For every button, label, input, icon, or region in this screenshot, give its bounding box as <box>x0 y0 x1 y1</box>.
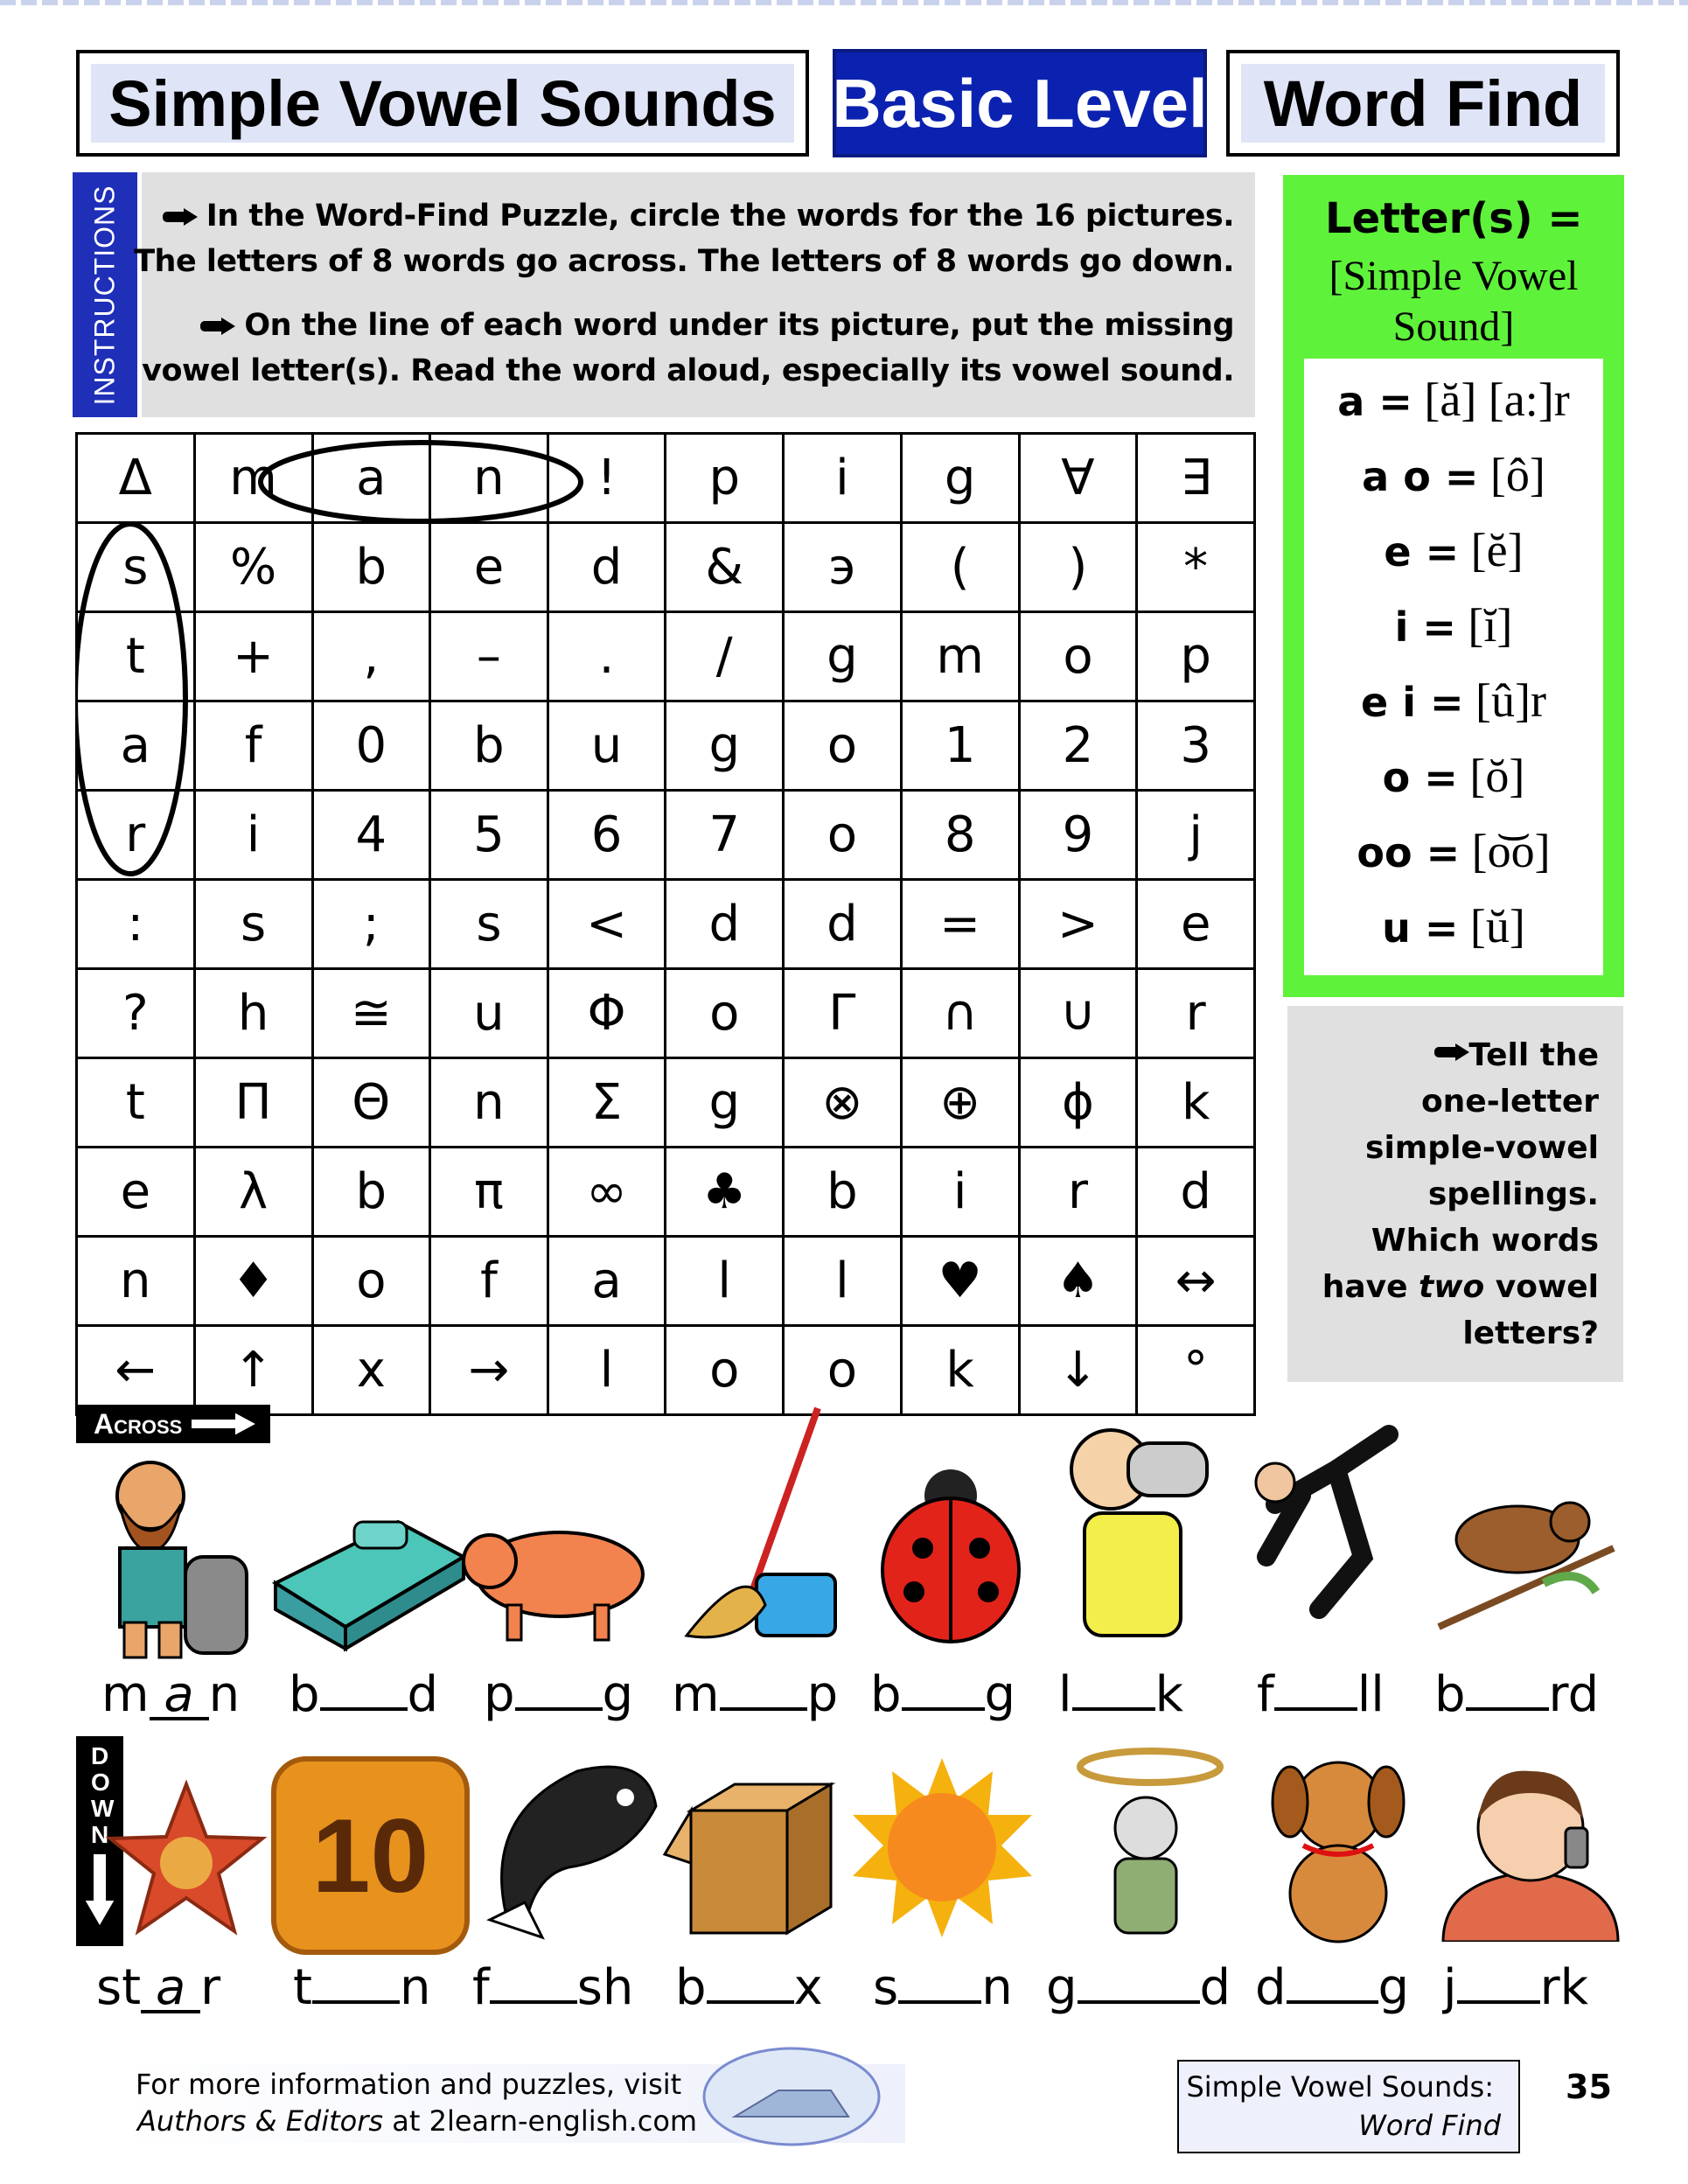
grid-cell[interactable]: j <box>1137 791 1255 880</box>
grid-cell[interactable]: : <box>77 880 195 969</box>
footer-page-label: Simple Vowel Sounds: Word Find <box>1177 2060 1520 2153</box>
page-title: Simple Vowel Sounds <box>108 66 777 140</box>
key-row <box>1304 673 1603 728</box>
key-row <box>1304 448 1603 502</box>
vowel-key-panel <box>1283 175 1624 997</box>
down-label: DOWN <box>76 1736 123 1946</box>
grid-cell[interactable]: ← <box>77 1326 195 1415</box>
instruction-4: vowel letter(s). Read the word aloud, especially its vowel sound. <box>142 353 1234 388</box>
grid-cell[interactable]: ♥ <box>901 1237 1019 1326</box>
grid-cell[interactable]: a <box>548 1237 666 1326</box>
question-line: simple-vowel <box>1365 1130 1599 1166</box>
key-sound: [ă] [a:]r <box>1412 373 1570 426</box>
dog-picture <box>1251 1741 1426 1950</box>
grid-cell[interactable]: e <box>77 1148 195 1237</box>
key-row <box>1304 824 1603 878</box>
grid-cell[interactable]: λ <box>194 1148 312 1237</box>
grid-cell[interactable]: r <box>1019 1148 1137 1237</box>
down-word: g d <box>1046 1959 1231 2016</box>
god-halo-picture <box>1045 1741 1238 1942</box>
grid-cell[interactable]: p <box>666 434 784 523</box>
grid-cell[interactable]: n <box>430 1058 548 1148</box>
instruction-2: The letters of 8 words go across. The letters of 8 words go down. <box>134 244 1234 279</box>
question-panel <box>1287 1006 1623 1382</box>
key-title: Letter(s) = <box>1325 194 1583 243</box>
grid-cell[interactable]: u <box>548 701 666 791</box>
across-word: f ll <box>1257 1666 1385 1723</box>
across-word: m a n <box>101 1666 241 1723</box>
question-line: have two vowel <box>1322 1269 1599 1305</box>
logo-seal <box>700 2038 883 2156</box>
vowel-blank[interactable] <box>1457 2000 1540 2004</box>
grid-cell[interactable]: d <box>666 880 784 969</box>
grid-cell[interactable]: – <box>430 612 548 701</box>
grid-cell[interactable]: = <box>901 880 1019 969</box>
down-word: f sh <box>472 1959 634 2016</box>
sun-picture <box>848 1754 1036 1942</box>
key-row <box>1304 749 1603 803</box>
grid-cell[interactable]: i <box>901 1148 1019 1237</box>
grid-cell[interactable]: 2 <box>1019 701 1137 791</box>
grid-cell[interactable]: Π <box>194 1058 312 1148</box>
grid-cell[interactable]: m <box>194 434 312 523</box>
grid-cell[interactable]: s <box>430 880 548 969</box>
grid-cell[interactable]: Δ <box>77 434 195 523</box>
vowel-blank[interactable] <box>707 2000 794 2004</box>
grid-cell[interactable]: , <box>312 612 430 701</box>
pig-picture <box>455 1513 665 1644</box>
grid-cell[interactable]: 6 <box>548 791 666 880</box>
grid-cell[interactable]: l <box>666 1237 784 1326</box>
grid-cell[interactable]: i <box>784 434 902 523</box>
grid-cell[interactable]: Γ <box>784 969 902 1058</box>
key-letters: e i = <box>1361 679 1464 726</box>
grid-cell[interactable]: % <box>194 523 312 612</box>
instructions-panel <box>134 172 1255 417</box>
grid-cell[interactable]: ♣ <box>666 1148 784 1237</box>
key-row <box>1304 899 1603 953</box>
grid-cell[interactable]: o <box>666 1326 784 1415</box>
circle-down-star <box>75 524 185 874</box>
across-word: b g <box>870 1666 1016 1723</box>
grid-cell[interactable]: o <box>784 1326 902 1415</box>
grid-cell[interactable]: s <box>77 523 195 612</box>
grid-cell[interactable]: ♦ <box>194 1237 312 1326</box>
grid-cell[interactable]: ∪ <box>1019 969 1137 1058</box>
circle-across-man <box>261 443 581 521</box>
grid-cell[interactable]: b <box>430 701 548 791</box>
page-number: 35 <box>1566 2068 1612 2106</box>
key-sound: [ĭ] <box>1455 599 1513 652</box>
grid-cell[interactable]: 0 <box>312 701 430 791</box>
down-word: st a r <box>96 1959 221 2016</box>
grid-cell[interactable]: e <box>430 523 548 612</box>
box-picture <box>656 1749 848 1942</box>
key-sound: [ŭ] <box>1458 900 1525 952</box>
grid-cell[interactable]: b <box>784 1148 902 1237</box>
across-word: p g <box>484 1666 634 1723</box>
activity-box <box>1226 50 1620 157</box>
level-label: Basic Level <box>832 64 1208 142</box>
question-line: letters? <box>1462 1315 1599 1351</box>
fall-man-picture <box>1231 1417 1406 1627</box>
grid-cell[interactable]: t <box>77 1058 195 1148</box>
top-border <box>0 0 1688 5</box>
grid-cell[interactable]: d <box>1137 1148 1255 1237</box>
key-sound: [o͝o] <box>1460 825 1551 877</box>
across-word: l k <box>1058 1666 1183 1723</box>
grid-cell[interactable]: g <box>666 1058 784 1148</box>
grid-cell[interactable]: Φ <box>548 969 666 1058</box>
grid-cell[interactable]: o <box>312 1237 430 1326</box>
caveman-picture <box>80 1443 255 1662</box>
key-letters: o = <box>1382 754 1458 801</box>
key-letters: oo = <box>1357 829 1461 876</box>
down-word: j rk <box>1443 1959 1589 2016</box>
key-sound: [û]r <box>1463 674 1546 727</box>
grid-cell[interactable]: 4 <box>312 791 430 880</box>
grid-cell[interactable]: ∩ <box>901 969 1019 1058</box>
ladybug-picture <box>861 1443 1041 1644</box>
grid-cell[interactable]: ) <box>1019 523 1137 612</box>
grid-cell[interactable]: → <box>430 1326 548 1415</box>
grid-cell[interactable]: g <box>784 612 902 701</box>
grid-cell[interactable]: ↔ <box>1137 1237 1255 1326</box>
grid-cell[interactable]: a <box>312 434 430 523</box>
grid-cell[interactable]: k <box>1137 1058 1255 1148</box>
puzzle-circles <box>75 432 1256 1387</box>
grid-cell[interactable]: * <box>1137 523 1255 612</box>
down-word: t n <box>293 1959 431 2016</box>
vowel-blank[interactable] <box>1274 1707 1357 1711</box>
grid-cell[interactable]: . <box>548 612 666 701</box>
pointer-arrow-icon <box>163 208 198 226</box>
across-word: b rd <box>1434 1666 1600 1723</box>
grid-cell[interactable]: < <box>548 880 666 969</box>
grid-cell[interactable]: t <box>77 612 195 701</box>
grid-cell[interactable]: k <box>901 1326 1019 1415</box>
key-letters: e = <box>1384 528 1460 576</box>
grid-cell[interactable]: b <box>312 523 430 612</box>
down-word: d g <box>1255 1959 1410 2016</box>
key-subtitle-2: Sound] <box>1392 304 1515 350</box>
down-word: s n <box>873 1959 1013 2016</box>
grid-cell[interactable]: & <box>666 523 784 612</box>
grid-cell[interactable]: ° <box>1137 1326 1255 1415</box>
grid-cell[interactable]: m <box>901 612 1019 701</box>
key-sound: [ô] <box>1478 449 1545 501</box>
question-line: one-letter <box>1420 1084 1599 1120</box>
grid-cell[interactable]: ; <box>312 880 430 969</box>
grid-cell[interactable]: 5 <box>430 791 548 880</box>
instructions-tab <box>73 172 137 417</box>
grid-cell[interactable]: o <box>666 969 784 1058</box>
grid-cell[interactable]: Σ <box>548 1058 666 1148</box>
grid-cell[interactable]: π <box>430 1148 548 1237</box>
vowel-blank[interactable] <box>1078 2000 1200 2004</box>
grid-cell[interactable]: n <box>430 434 548 523</box>
ten-badge-picture: 10 <box>271 1756 470 1955</box>
activity-label: Word Find <box>1263 66 1583 140</box>
star-picture <box>103 1776 269 1942</box>
vowel-blank[interactable] <box>720 1707 807 1711</box>
grid-cell[interactable]: a <box>77 701 195 791</box>
vowel-blank[interactable] <box>902 1707 985 1711</box>
vowel-blank[interactable] <box>1287 2000 1378 2004</box>
title-box <box>76 50 809 157</box>
grid-cell[interactable]: d <box>548 523 666 612</box>
grid-cell[interactable]: 9 <box>1019 791 1137 880</box>
grid-cell[interactable]: ≅ <box>312 969 430 1058</box>
question-line: Tell the <box>1468 1037 1599 1073</box>
grid-cell[interactable]: 7 <box>666 791 784 880</box>
mop-picture <box>669 1399 844 1649</box>
key-letters: a = <box>1337 378 1412 425</box>
grid-cell[interactable]: ∃ <box>1137 434 1255 523</box>
key-letters: a o = <box>1362 453 1479 500</box>
key-row <box>1304 523 1603 577</box>
instruction-1: In the Word-Find Puzzle, circle the words for the 16 pictures. <box>163 199 1234 234</box>
grid-cell[interactable]: g <box>666 701 784 791</box>
grid-cell[interactable]: i <box>194 791 312 880</box>
grid-cell[interactable]: ∀ <box>1019 434 1137 523</box>
grid-cell[interactable]: x <box>312 1326 430 1415</box>
grid-cell[interactable]: u <box>430 969 548 1058</box>
grid-cell[interactable]: ? <box>77 969 195 1058</box>
grid-cell[interactable]: g <box>901 434 1019 523</box>
vowel-blank[interactable] <box>1466 1707 1549 1711</box>
grid-cell[interactable]: ♠ <box>1019 1237 1137 1326</box>
pointer-arrow-icon <box>200 317 235 335</box>
across-word: b d <box>289 1666 439 1723</box>
vowel-blank[interactable]: a <box>150 1673 209 1720</box>
fish-picture <box>472 1745 665 1946</box>
instruction-3: On the line of each word under its picture, put the missing <box>200 308 1234 343</box>
footer-info: For more information and puzzles, visit Authors & Editors at 2learn-english.com <box>118 2064 905 2143</box>
grid-cell[interactable]: d <box>784 880 902 969</box>
grid-cell[interactable]: э <box>784 523 902 612</box>
grid-cell[interactable]: ⊕ <box>901 1058 1019 1148</box>
vowel-blank[interactable] <box>320 1707 408 1711</box>
grid-cell[interactable]: f <box>194 701 312 791</box>
grid-cell[interactable]: 1 <box>901 701 1019 791</box>
grid-cell[interactable]: o <box>1019 612 1137 701</box>
grid-cell[interactable]: n <box>77 1237 195 1326</box>
grid-cell[interactable]: ∞ <box>548 1148 666 1237</box>
key-subtitle-1: [Simple Vowel <box>1329 253 1579 299</box>
key-letters: u = <box>1382 904 1459 952</box>
grid-cell[interactable]: ↓ <box>1019 1326 1137 1415</box>
question-line: spellings. <box>1427 1176 1599 1212</box>
grid-cell[interactable]: / <box>666 612 784 701</box>
grid-cell[interactable]: p <box>1137 612 1255 701</box>
key-row <box>1304 373 1603 427</box>
vowel-blank[interactable] <box>515 1707 603 1711</box>
level-box <box>833 49 1207 157</box>
grid-cell[interactable]: ( <box>901 523 1019 612</box>
key-table <box>1304 359 1603 975</box>
grid-cell[interactable]: ↑ <box>194 1326 312 1415</box>
instructions-tab-label: INSTRUCTIONS <box>88 185 121 405</box>
grid-cell[interactable]: + <box>194 612 312 701</box>
grid-cell[interactable]: h <box>194 969 312 1058</box>
key-sound: [ĕ] <box>1459 524 1524 576</box>
grid-cell[interactable]: o <box>784 701 902 791</box>
grid-cell[interactable]: ⊗ <box>784 1058 902 1148</box>
across-label: Across <box>76 1405 270 1443</box>
grid-cell[interactable]: b <box>312 1148 430 1237</box>
grid-cell[interactable]: o <box>784 791 902 880</box>
key-row <box>1304 598 1603 652</box>
grid-cell[interactable]: ϕ <box>1019 1058 1137 1148</box>
jerk-phone-picture <box>1434 1749 1627 1942</box>
word-find-puzzle <box>75 432 1256 1399</box>
grid-cell[interactable]: r <box>77 791 195 880</box>
grid-cell[interactable]: r <box>1137 969 1255 1058</box>
vowel-blank[interactable] <box>898 2000 981 2004</box>
look-binoculars-picture <box>1041 1408 1224 1644</box>
vowel-blank[interactable] <box>1072 1707 1155 1711</box>
question-line: Which words <box>1371 1223 1599 1259</box>
down-word: b x <box>675 1959 823 2016</box>
grid-cell[interactable]: Θ <box>312 1058 430 1148</box>
grid-cell[interactable]: f <box>430 1237 548 1326</box>
grid-cell[interactable]: > <box>1019 880 1137 969</box>
vowel-blank[interactable] <box>312 2000 400 2004</box>
grid-cell[interactable]: 3 <box>1137 701 1255 791</box>
grid-cell[interactable]: s <box>194 880 312 969</box>
grid-cell[interactable]: e <box>1137 880 1255 969</box>
bird-picture <box>1430 1469 1622 1644</box>
key-sound: [ŏ] <box>1457 750 1525 802</box>
vowel-blank[interactable] <box>490 2000 577 2004</box>
grid-cell[interactable]: 8 <box>901 791 1019 880</box>
authors-editors-link[interactable]: Authors & Editors <box>137 2104 384 2138</box>
across-word: m p <box>672 1666 839 1723</box>
key-letters: i = <box>1394 604 1456 651</box>
grid-cell[interactable]: l <box>784 1237 902 1326</box>
bed-picture <box>267 1487 468 1653</box>
grid-cell[interactable]: l <box>548 1326 666 1415</box>
grid-cell[interactable]: ! <box>548 434 666 523</box>
vowel-blank[interactable]: a <box>141 1966 200 2013</box>
right-arrow-icon <box>189 1410 259 1438</box>
